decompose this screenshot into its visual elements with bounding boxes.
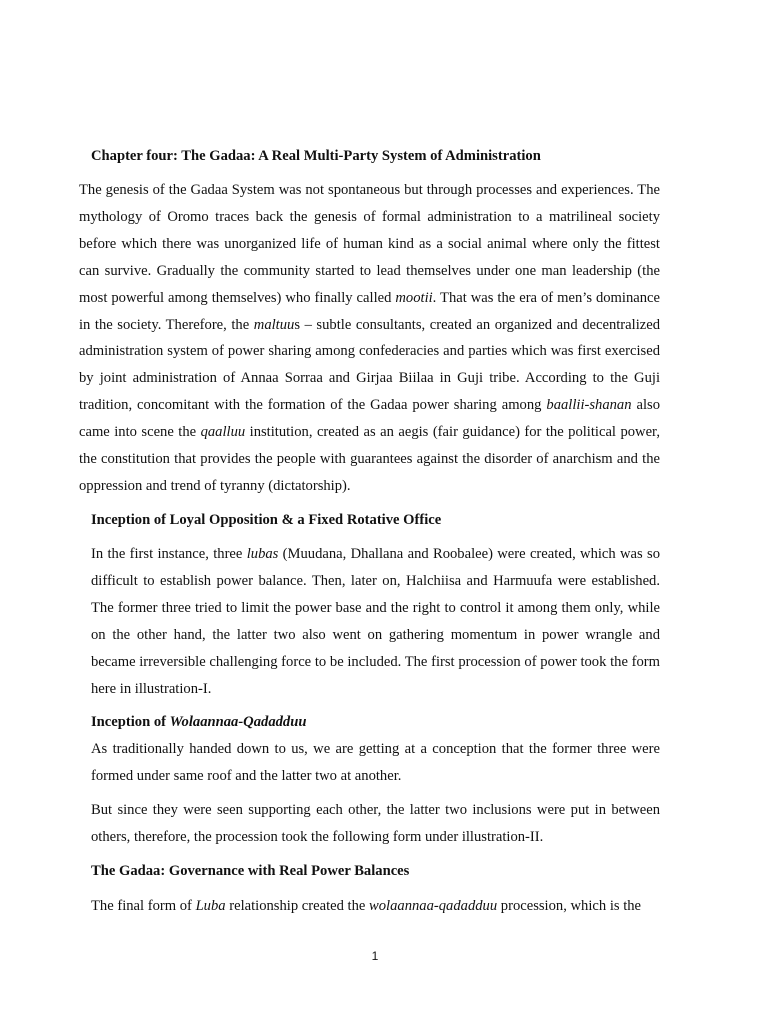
section-paragraph-governance: The final form of Luba relationship created the wolaannaa-qadadduu procession, which is the [91, 898, 642, 914]
italic-term: qaalluu [200, 424, 246, 441]
section-paragraph-wolaannaa-2: But since they were seen supporting each other, the latter two inclusions were put in between others, therefore, the procession took the following form under illustration-II. [91, 802, 660, 845]
italic-term: mootii [395, 289, 433, 306]
section-paragraph-loyal-opposition: In the first instance, three lubas (Muudana, Dhallana and Roobalee) were created, which was so difficult to establish power balance. Then, later on, Halchiisa and Harmuufa were established. The former three tried to limit the power base and the right to control it among them only, while on the other hand, the latter two also went on gathering momentum in power wrangle and became irreversible challenging force to be included. The first procession of power took the form here in illustration-I. [91, 546, 660, 697]
italic-term: lubas [246, 546, 279, 562]
italic-term: wolaannaa-qadadduu [369, 898, 498, 914]
chapter-title: Chapter four: The Gadaa: A Real Multi-Party System of Administration [91, 148, 541, 164]
italic-term: Luba [195, 898, 226, 914]
italic-term: Wolaannaa-Qadadduu [169, 714, 307, 730]
section-heading-loyal-opposition: Inception of Loyal Opposition & a Fixed Rotative Office [91, 512, 442, 528]
section-heading-wolaannaa: Inception of Wolaannaa-Qadadduu [91, 714, 307, 730]
section-paragraph-wolaannaa-1: As traditionally handed down to us, we are getting at a conception that the former three were formed under same roof and the latter two at another. [91, 741, 660, 784]
italic-term: maltuu [253, 316, 295, 333]
intro-paragraph: The genesis of the Gadaa System was not spontaneous but through processes and experiences. The mythology of Oromo traces back the genesis of formal administration to a matrilineal society before which there was unorganized life of human kind as a social animal where only the fittest can survive. Gradually the community started to lead themselves under one man leadership (the most powerful among themselves) who finally called mootii. That was the era of men’s dominance in the society. Therefore, the maltuus – subtle consultants, created an organized and decentralized administration system of power sharing among confederacies and parties which was first exercised by joint administration of Annaa Sorraa and Girjaa Biilaa in Guji tribe. According to the Guji tradition, concomitant with the formation of the Gadaa power sharing among baallii-shanan also came into scene the qaalluu institution, created as an aegis (fair guidance) for the political power, the constitution that provides the people with guarantees against the disorder of anarchism and the oppression and trend of tyranny (dictatorship). [79, 182, 660, 494]
italic-term: baallii-shanan [546, 397, 632, 414]
section-heading-governance: The Gadaa: Governance with Real Power Balances [91, 863, 410, 879]
page-number: 1 [371, 949, 379, 963]
